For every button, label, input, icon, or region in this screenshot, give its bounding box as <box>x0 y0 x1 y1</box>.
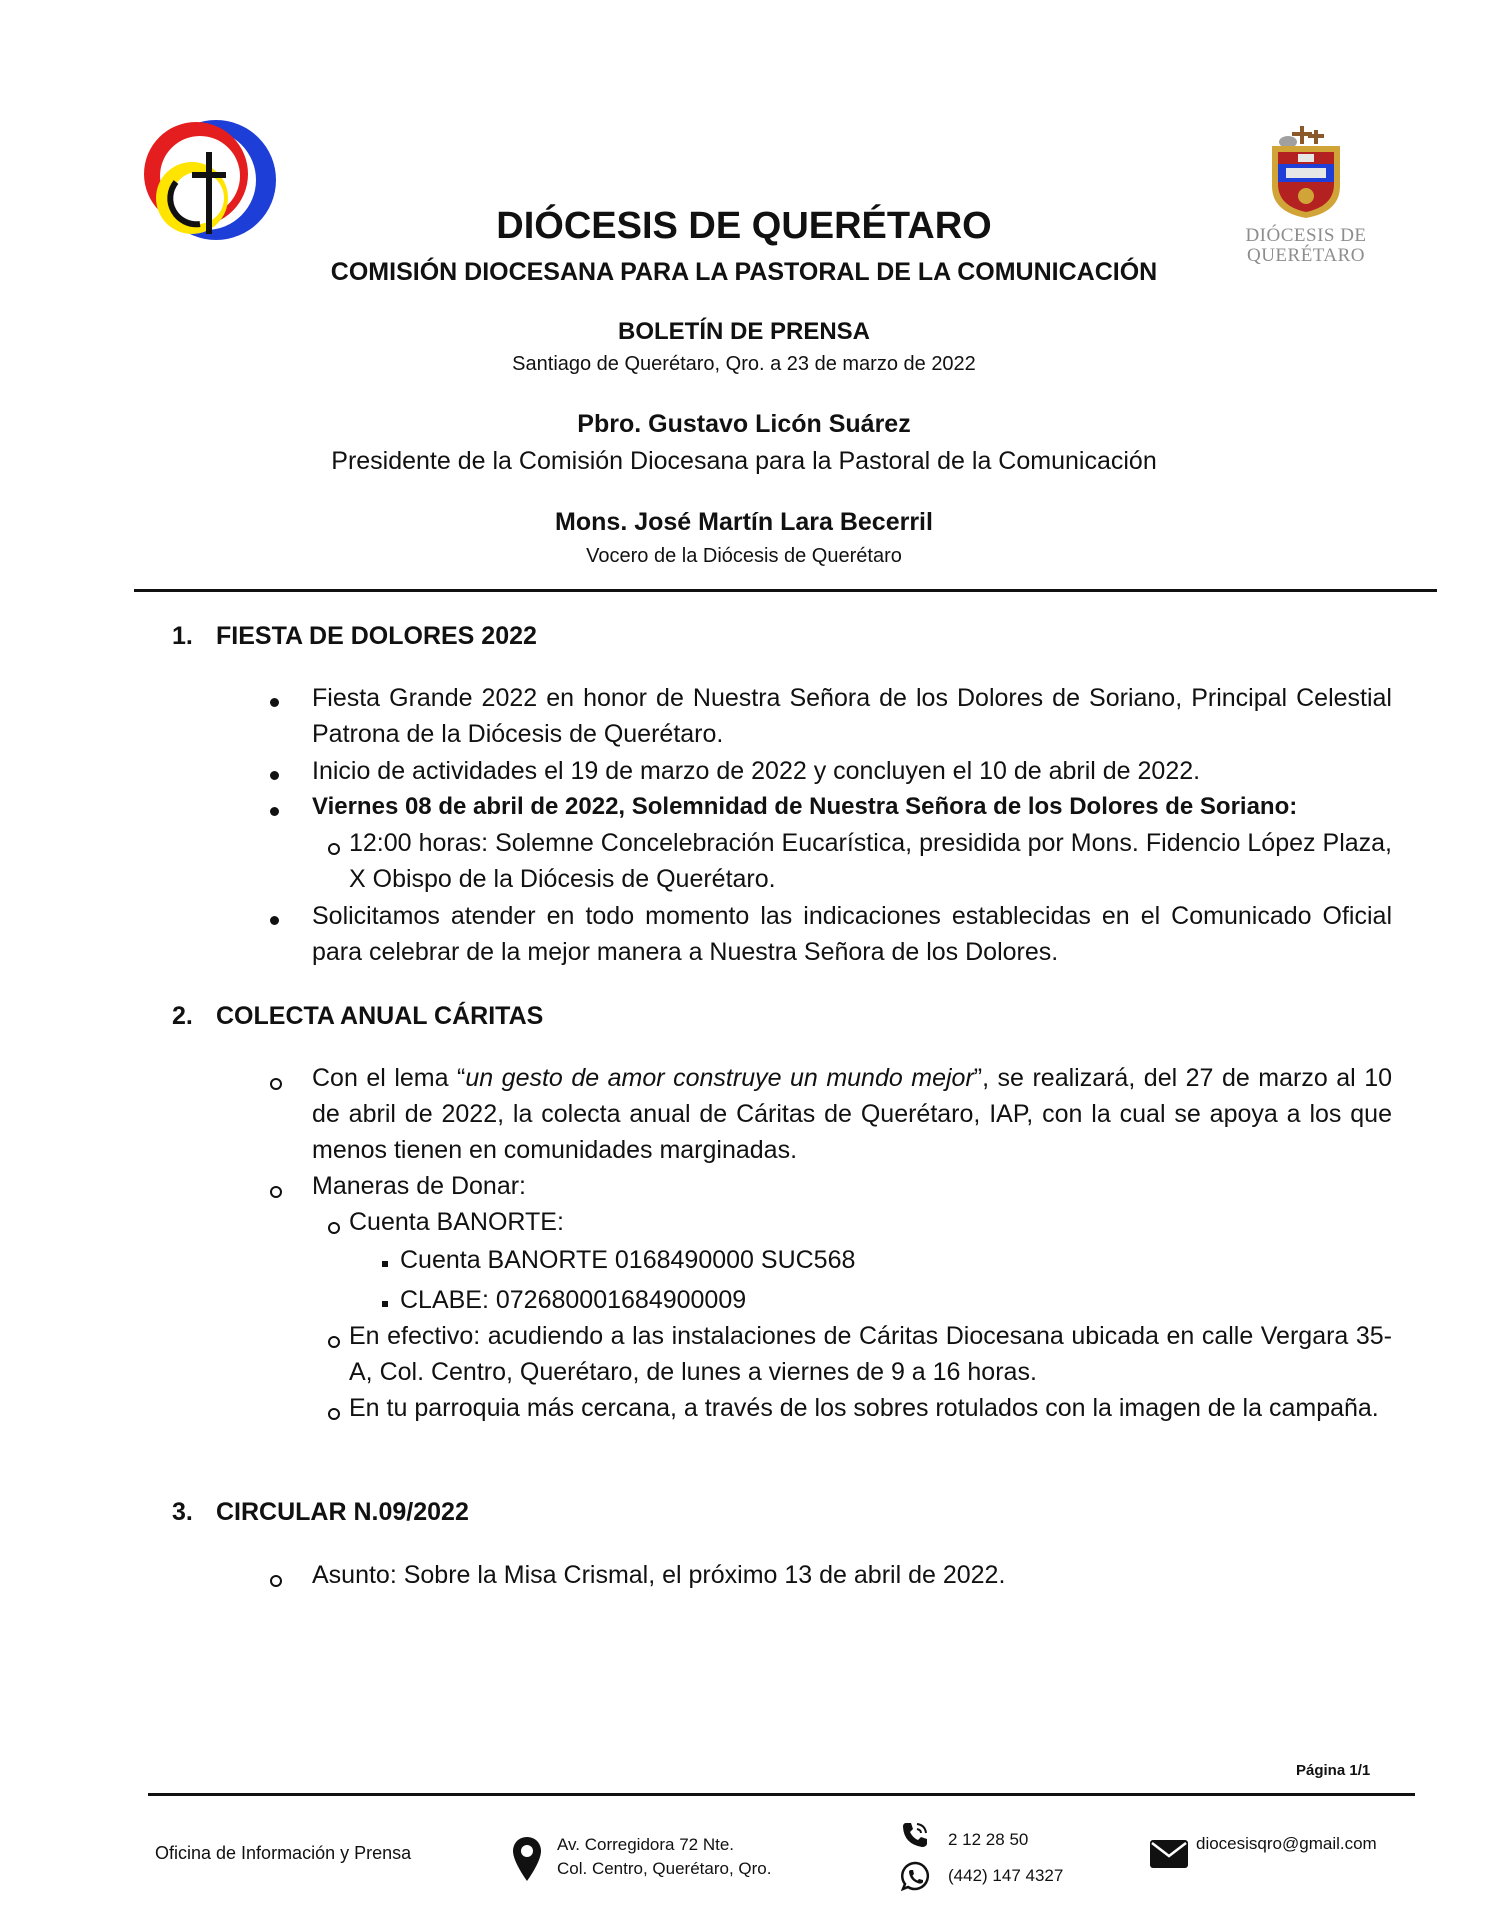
footer-address <box>557 1833 771 1881</box>
seal-caption-line1: DIÓCESIS DE <box>1245 225 1367 246</box>
intro-before: Con el lema “ <box>312 1064 466 1092</box>
list-item: Fiesta Grande 2022 en honor de Nuestra Señora de los Dolores de Soriano, Principal Celestial Patrona de la Diócesis de Querétaro. <box>312 684 1392 748</box>
list-item: Inicio de actividades el 19 de marzo de 2022 y concluyen el 10 de abril de 2022. <box>312 757 1201 785</box>
person2-name: Mons. José Martín Lara Becerril <box>555 508 933 536</box>
footer-office: Oficina de Información y Prensa <box>155 1843 412 1863</box>
intro-after: ”, se realizará, del 27 de marzo al 10 de abril de 2022, la colecta anual de Cáritas de Querétaro, IAP, con la cual se apoya a los que menos tienen en comunidades marginadas. <box>312 1064 1393 1164</box>
section-title: COLECTA ANUAL CÁRITAS <box>216 1002 544 1030</box>
header-divider <box>134 589 1437 592</box>
footer-email: diocesisqro@gmail.com <box>1196 1834 1377 1853</box>
list-item: Solicitamos atender en todo momento las indicaciones establecidas en el Comunicado Oficial para celebrar de la mejor manera a Nuestra Señora de los Dolores. <box>312 902 1392 966</box>
person2-role: Vocero de la Diócesis de Querétaro <box>586 545 902 567</box>
section-heading-3 <box>172 1498 469 1527</box>
location-pin-icon <box>512 1836 542 1882</box>
document-subtitle: COMISIÓN DIOCESANA PARA LA PASTORAL DE LA COMUNICACIÓN <box>330 258 1158 286</box>
address-line1: Av. Corregidora 72 Nte. <box>557 1835 735 1854</box>
phone-icon <box>900 1820 930 1850</box>
list-item: CLABE: 072680001684900009 <box>400 1286 747 1314</box>
list-item: Cuenta BANORTE 0168490000 SUC568 <box>400 1246 856 1274</box>
list-item: Viernes 08 de abril de 2022, Solemnidad de Nuestra Señora de los Dolores de Soriano: <box>312 793 1298 820</box>
sub-bullet-icon <box>270 1575 282 1587</box>
sub-bullet-icon <box>328 1408 340 1420</box>
person1-role: Presidente de la Comisión Diocesana para la Pastoral de la Comunicación <box>331 447 1157 475</box>
bullet-icon <box>270 916 279 925</box>
footer-divider <box>148 1793 1415 1796</box>
footer-phones <box>948 1822 1063 1894</box>
page-number: Página 1/1 <box>1296 1762 1371 1779</box>
sub-bullet-icon <box>270 1186 282 1198</box>
sub-bullet-icon <box>328 1336 340 1348</box>
whatsapp-number: (442) 147 4327 <box>948 1866 1064 1885</box>
phone-number: 2 12 28 50 <box>948 1830 1029 1849</box>
list-item: En efectivo: acudiendo a las instalaciones de Cáritas Diocesana ubicada en calle Vergara 35-A, Col. Centro, Querétaro, de lunes a viernes de 9 a 16 horas. <box>349 1322 1392 1386</box>
section-number: 3. <box>172 1498 193 1526</box>
section-title: CIRCULAR N.09/2022 <box>216 1498 469 1526</box>
list-item <box>312 1060 1392 1168</box>
document-title: DIÓCESIS DE QUERÉTARO <box>496 205 992 247</box>
section-heading-2 <box>172 1002 543 1031</box>
list-item: 12:00 horas: Solemne Concelebración Eucarística, presidida por Mons. Fidencio López Plaza, X Obispo de la Diócesis de Querétaro. <box>349 829 1392 893</box>
square-bullet-icon <box>382 1301 388 1307</box>
sub-bullet-icon <box>328 843 340 855</box>
section-number: 2. <box>172 1002 193 1030</box>
bullet-icon <box>270 807 279 816</box>
section-heading-1 <box>172 622 537 651</box>
address-line2: Col. Centro, Querétaro, Qro. <box>557 1859 772 1878</box>
bullet-icon <box>270 698 279 707</box>
section-title: FIESTA DE DOLORES 2022 <box>216 622 537 650</box>
campaign-motto: un gesto de amor construye un mundo mejor <box>465 1064 974 1092</box>
sub-bullet-icon <box>270 1078 282 1090</box>
list-item: En tu parroquia más cercana, a través de los sobres rotulados con la imagen de la campaña. <box>349 1394 1379 1422</box>
date-line: Santiago de Querétaro, Qro. a 23 de marzo de 2022 <box>512 353 976 375</box>
square-bullet-icon <box>382 1261 388 1267</box>
section-number: 1. <box>172 622 193 650</box>
envelope-icon <box>1150 1840 1188 1868</box>
sub-bullet-icon <box>328 1222 340 1234</box>
bulletin-heading: BOLETÍN DE PRENSA <box>617 318 871 345</box>
person1-name: Pbro. Gustavo Licón Suárez <box>577 410 911 438</box>
list-item: Cuenta BANORTE: <box>349 1208 564 1236</box>
whatsapp-icon <box>900 1860 932 1892</box>
list-item: Asunto: Sobre la Misa Crismal, el próximo 13 de abril de 2022. <box>312 1561 1006 1589</box>
bullet-icon <box>270 771 279 780</box>
list-item: Maneras de Donar: <box>312 1172 527 1200</box>
seal-caption-line2: QUERÉTARO <box>1246 245 1366 266</box>
